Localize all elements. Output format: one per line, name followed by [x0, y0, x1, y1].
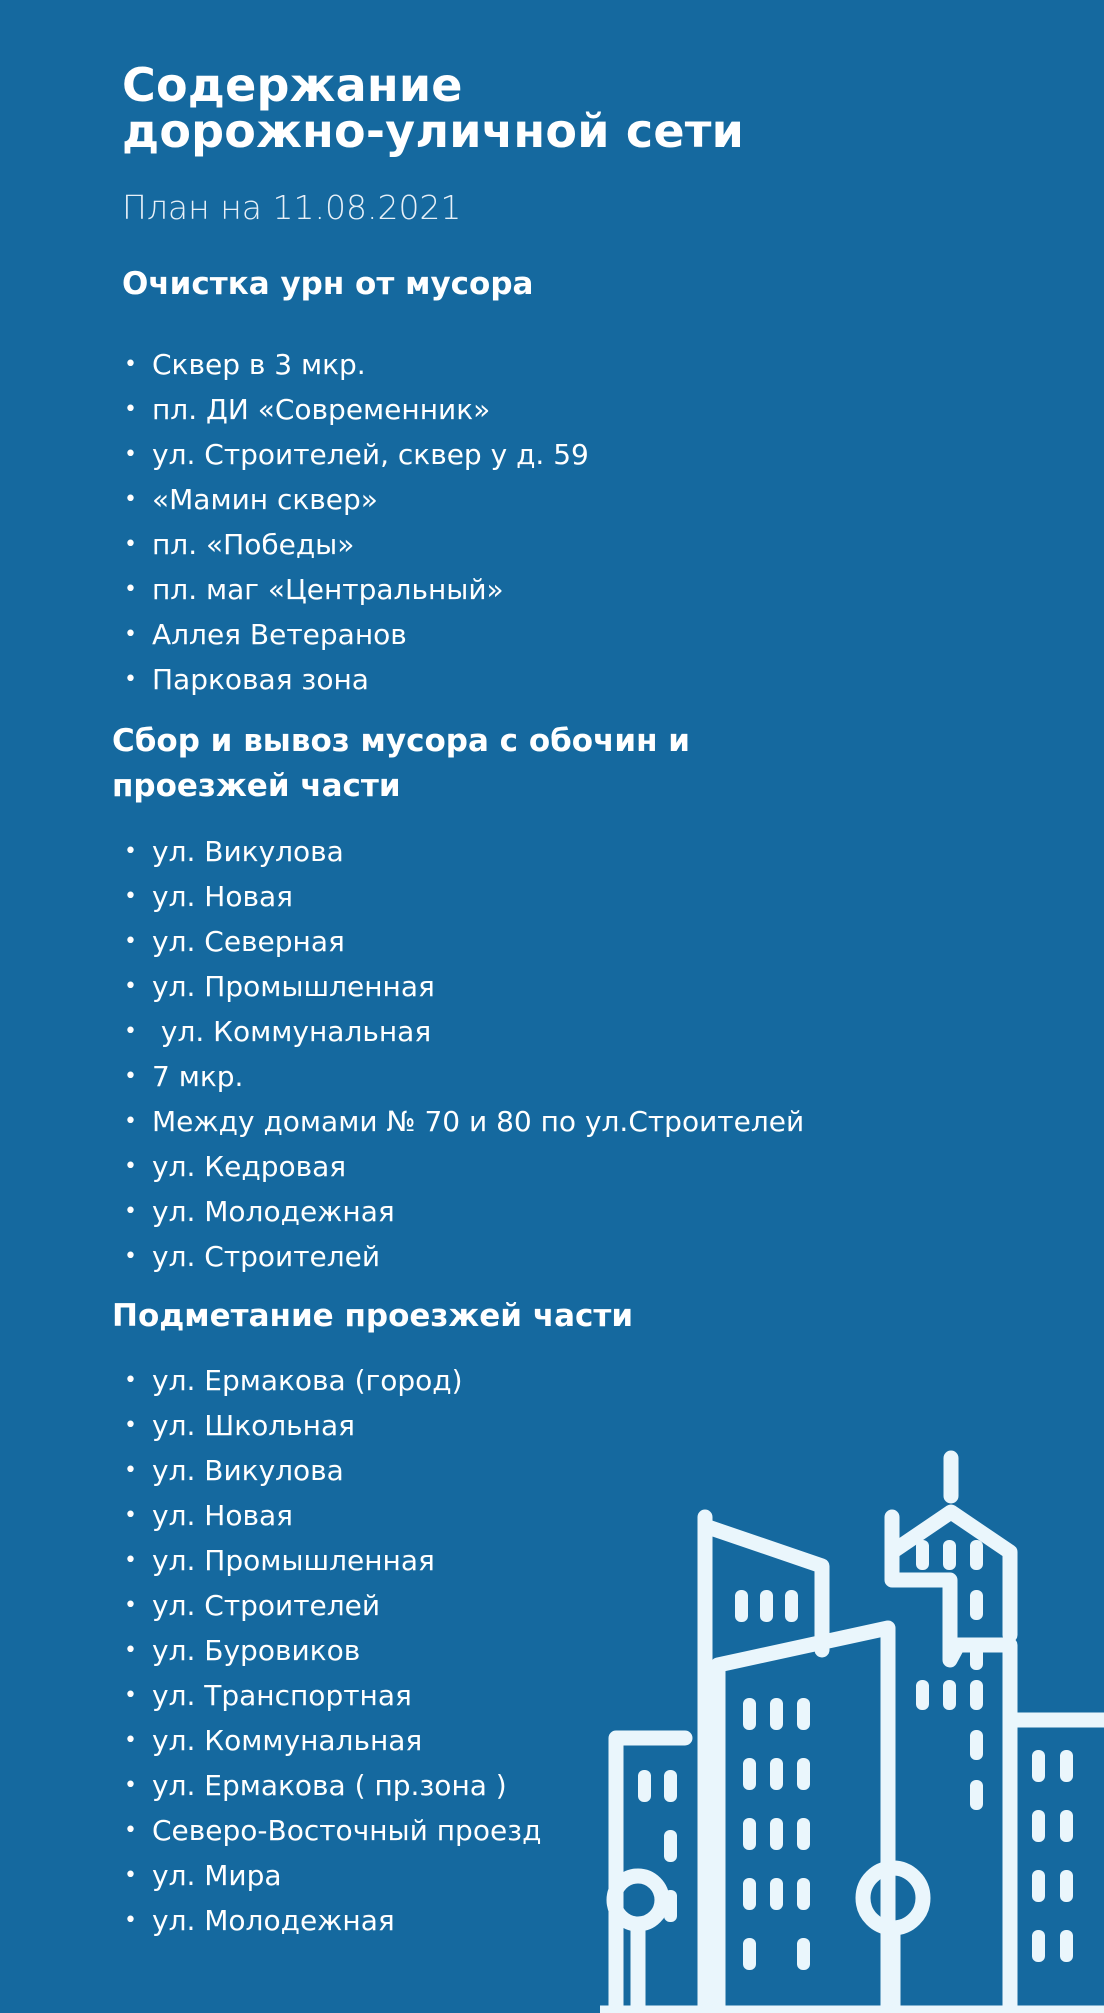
- list-item: [120, 477, 589, 522]
- list-item-text: ул. Ермакова (город): [152, 1364, 463, 1397]
- list-item-text: ул. Викулова: [152, 835, 344, 868]
- section-heading-line: Подметание проезжей части: [112, 1298, 634, 1334]
- list-item: [120, 1898, 541, 1943]
- bullet-icon: •: [124, 1503, 137, 1528]
- page-title-line-2: дорожно-уличной сети: [122, 104, 745, 158]
- list-item-text: Сквер в 3 мкр.: [152, 348, 366, 381]
- list-item-text: ул. Мира: [152, 1859, 282, 1892]
- bullet-icon: •: [124, 974, 137, 999]
- bullet-icon: •: [124, 1458, 137, 1483]
- list-road-sweeping: [120, 1358, 541, 1943]
- bullet-icon: •: [124, 929, 137, 954]
- list-item-text: ул. Молодежная: [152, 1195, 395, 1228]
- page-title-line-1: Содержание: [122, 58, 463, 112]
- list-item-text: пл. ДИ «Современник»: [152, 393, 491, 426]
- list-item: [120, 1718, 541, 1763]
- section-heading-road-sweeping: [112, 1294, 633, 1339]
- bullet-icon: •: [124, 622, 137, 647]
- bullet-icon: •: [124, 487, 137, 512]
- list-item-text: ул. Молодежная: [152, 1904, 395, 1937]
- list-item-text: Парковая зона: [152, 663, 369, 696]
- bullet-icon: •: [124, 1863, 137, 1888]
- bullet-icon: •: [124, 1773, 137, 1798]
- list-item: [120, 964, 804, 1009]
- list-item-text: ул. Новая: [152, 1499, 293, 1532]
- section-heading-line: проезжей части: [112, 768, 401, 804]
- list-item-text: ул. Школьная: [152, 1409, 355, 1442]
- list-item-text: ул. Строителей: [152, 1589, 381, 1622]
- bullet-icon: •: [124, 577, 137, 602]
- list-item-text: ул. Строителей, сквер у д. 59: [152, 438, 589, 471]
- bullet-icon: •: [124, 1728, 137, 1753]
- list-item: [120, 1403, 541, 1448]
- list-item-text: Между домами № 70 и 80 по ул.Строителей: [152, 1105, 805, 1138]
- list-item: [120, 657, 589, 702]
- bullet-icon: •: [124, 667, 137, 692]
- list-item-text: ул. Кедровая: [152, 1150, 347, 1183]
- bullet-icon: •: [124, 397, 137, 422]
- list-item: [120, 874, 804, 919]
- list-item-text: ул. Буровиков: [152, 1634, 361, 1667]
- list-roadside-garbage: [120, 829, 804, 1279]
- bullet-icon: •: [124, 532, 137, 557]
- list-item-text: ул. Строителей: [152, 1240, 381, 1273]
- page-title: [122, 58, 745, 158]
- list-item: [120, 1583, 541, 1628]
- list-item-text: пл. «Победы»: [152, 528, 355, 561]
- bullet-icon: •: [124, 1413, 137, 1438]
- list-item-text: ул. Коммунальная: [152, 1015, 432, 1048]
- section-heading-roadside-garbage: [112, 719, 690, 809]
- list-item: [120, 1538, 541, 1583]
- list-item-text: ул. Ермакова ( пр.зона ): [152, 1769, 507, 1802]
- list-item: [120, 1009, 804, 1054]
- list-item: [120, 432, 589, 477]
- bullet-icon: •: [124, 1109, 137, 1134]
- list-item: [120, 387, 589, 432]
- list-item: [120, 1054, 804, 1099]
- list-item-text: ул. Промышленная: [152, 1544, 435, 1577]
- list-item-text: «Мамин сквер»: [152, 483, 378, 516]
- bullet-icon: •: [124, 1548, 137, 1573]
- list-item-text: ул. Викулова: [152, 1454, 344, 1487]
- city-buildings-icon: [600, 1440, 1104, 2013]
- list-item-text: ул. Новая: [152, 880, 293, 913]
- section-heading-bin-cleaning: [122, 262, 533, 307]
- list-item-text: Северо-Восточный проезд: [152, 1814, 542, 1847]
- list-item: [120, 1358, 541, 1403]
- list-item: [120, 1189, 804, 1234]
- list-item-text: ул. Северная: [152, 925, 345, 958]
- bullet-icon: •: [124, 1019, 137, 1044]
- list-bin-cleaning: [120, 342, 589, 702]
- bullet-icon: •: [124, 839, 137, 864]
- bullet-icon: •: [124, 1908, 137, 1933]
- plan-date-subtitle: План на 11.08.2021: [122, 188, 462, 227]
- bullet-icon: •: [124, 1683, 137, 1708]
- bullet-icon: •: [124, 1593, 137, 1618]
- bullet-icon: •: [124, 1199, 137, 1224]
- bullet-icon: •: [124, 1154, 137, 1179]
- list-item-text: пл. маг «Центральный»: [152, 573, 504, 606]
- list-item: [120, 567, 589, 612]
- list-item-text: ул. Транспортная: [152, 1679, 412, 1712]
- bullet-icon: •: [124, 1244, 137, 1269]
- bullet-icon: •: [124, 352, 137, 377]
- bullet-icon: •: [124, 884, 137, 909]
- list-item: [120, 342, 589, 387]
- list-item: [120, 1234, 804, 1279]
- list-item: [120, 1808, 541, 1853]
- list-item: [120, 612, 589, 657]
- bullet-icon: •: [124, 442, 137, 467]
- list-item: [120, 919, 804, 964]
- list-item: [120, 522, 589, 567]
- list-item-text: 7 мкр.: [152, 1060, 244, 1093]
- bullet-icon: •: [124, 1818, 137, 1843]
- list-item-text: ул. Коммунальная: [152, 1724, 423, 1757]
- list-item-text: ул. Промышленная: [152, 970, 435, 1003]
- list-item: [120, 1853, 541, 1898]
- list-item: [120, 1673, 541, 1718]
- list-item-text: Аллея Ветеранов: [152, 618, 407, 651]
- list-item: [120, 1763, 541, 1808]
- list-item: [120, 1628, 541, 1673]
- list-item: [120, 829, 804, 874]
- bullet-icon: •: [124, 1064, 137, 1089]
- section-heading-line: Сбор и вывоз мусора с обочин и: [112, 723, 691, 759]
- list-item: [120, 1448, 541, 1493]
- bullet-icon: •: [124, 1368, 137, 1393]
- list-item: [120, 1099, 804, 1144]
- list-item: [120, 1493, 541, 1538]
- list-item: [120, 1144, 804, 1189]
- section-heading-line: Очистка урн от мусора: [122, 266, 534, 302]
- bullet-icon: •: [124, 1638, 137, 1663]
